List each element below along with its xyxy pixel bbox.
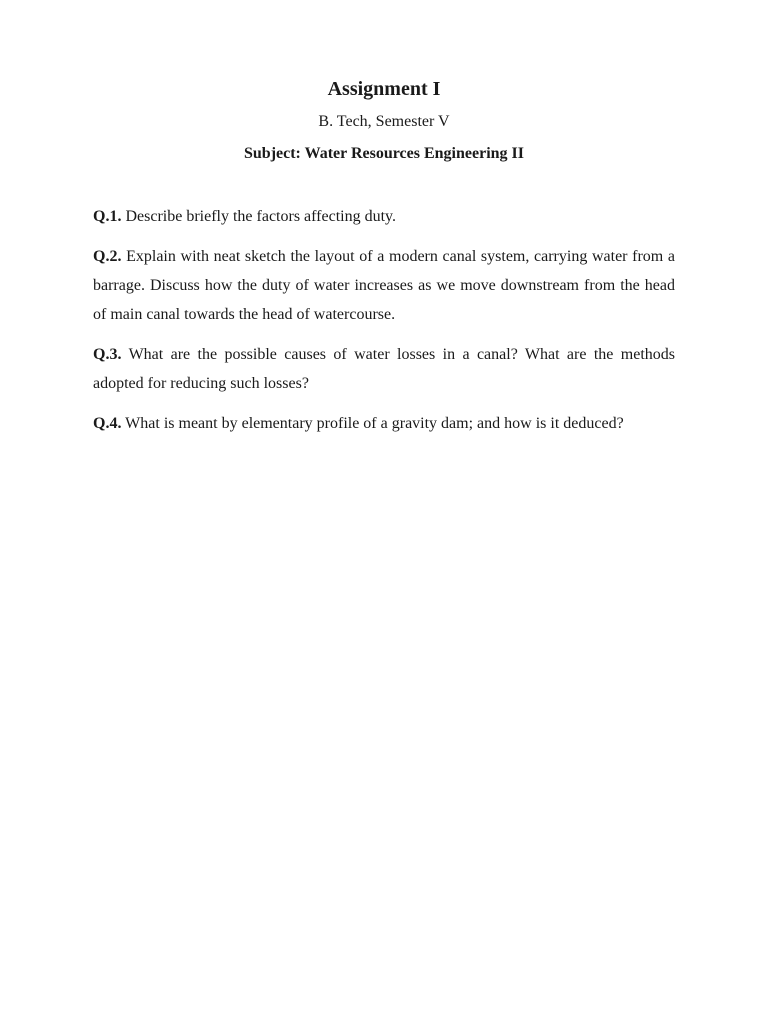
question-2 — [93, 242, 675, 329]
question-text: Describe briefly the factors affecting duty. — [125, 208, 397, 225]
question-number: Q.2. — [93, 248, 122, 265]
question-list — [93, 202, 675, 449]
question-number: Q.3. — [93, 346, 122, 363]
question-number: Q.1. — [93, 208, 122, 225]
page-title: Assignment I — [327, 78, 441, 100]
question-text: Explain with neat sketch the layout of a modern canal system, carrying water from a barrage. Discuss how the duty of water increases as we move downstream from the head of main canal towards the head of watercourse. — [93, 248, 676, 323]
question-4 — [93, 409, 675, 438]
course-info: B. Tech, Semester V — [318, 113, 450, 130]
question-1 — [93, 202, 675, 231]
question-3 — [93, 340, 675, 398]
subject-heading: Subject: Water Resources Engineering II — [244, 145, 524, 162]
question-number: Q.4. — [93, 415, 122, 432]
question-text: What are the possible causes of water losses in a canal? What are the methods adopted for reducing such losses? — [93, 346, 675, 392]
question-text: What is meant by elementary profile of a gravity dam; and how is it deduced? — [125, 415, 624, 432]
